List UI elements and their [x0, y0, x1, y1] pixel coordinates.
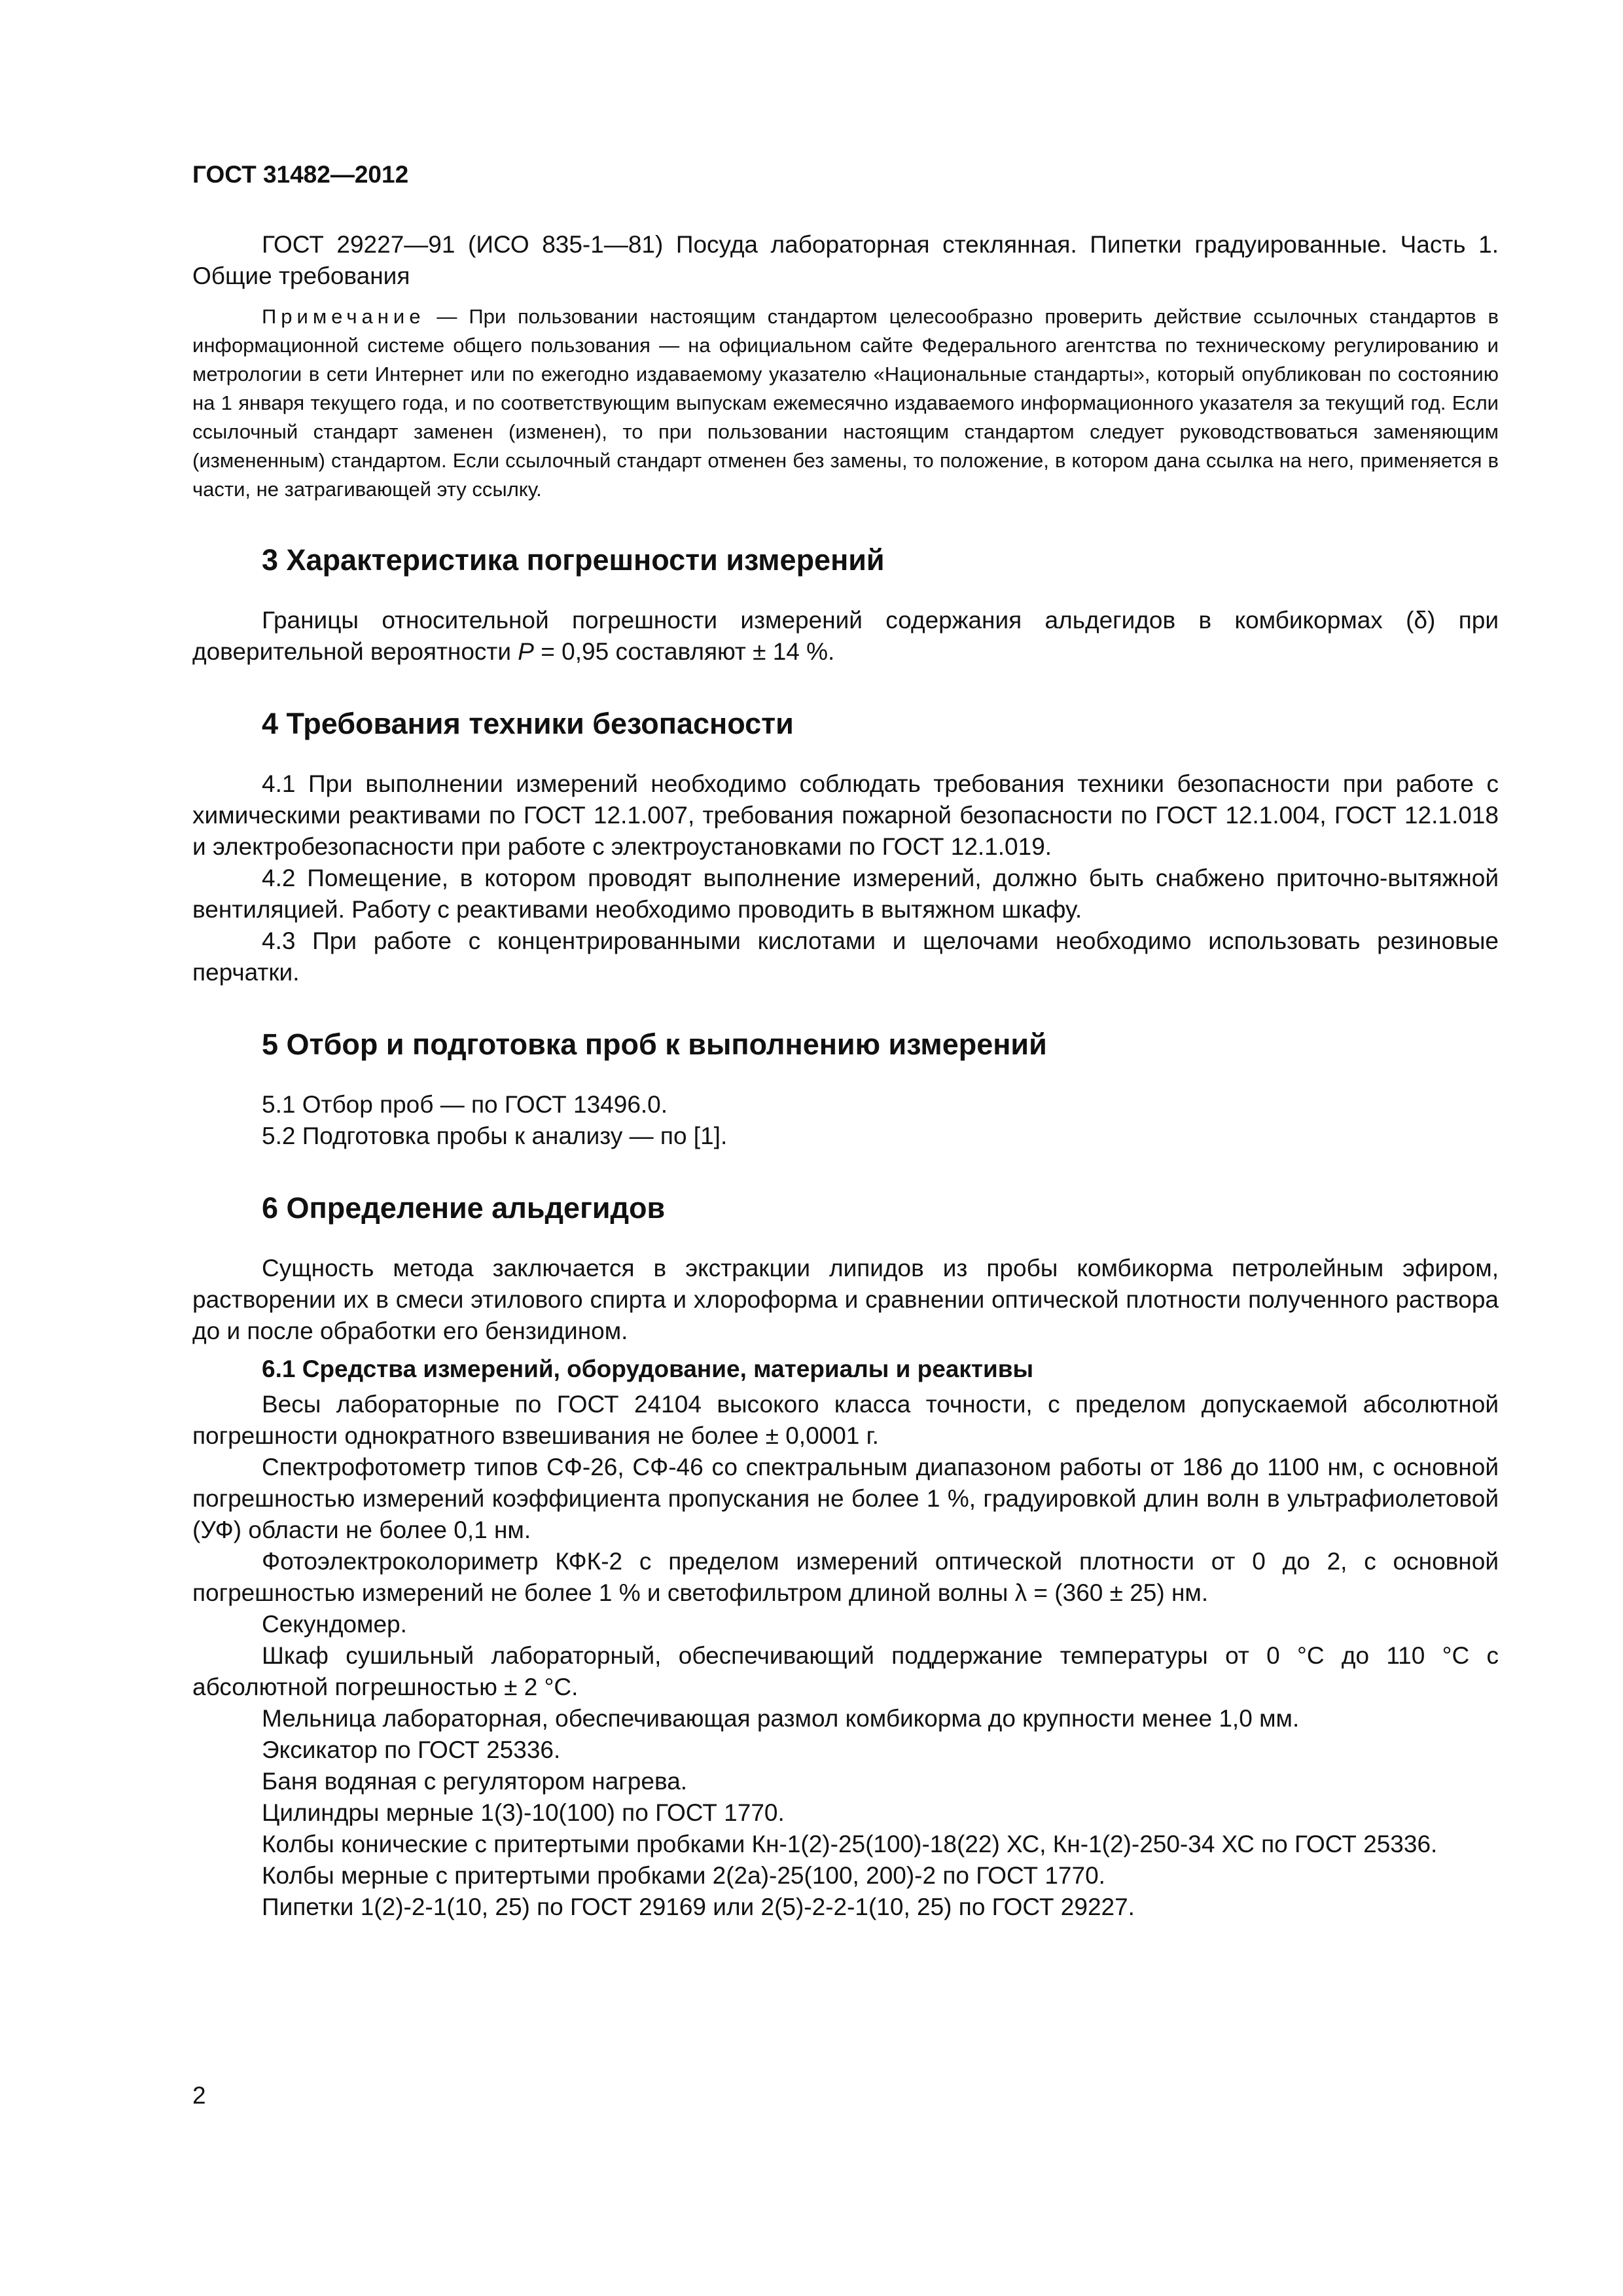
equipment-item: Пипетки 1(2)-2-1(10, 25) по ГОСТ 29169 или 2(5)-2-2-1(10, 25) по ГОСТ 29227.: [262, 1893, 1135, 1920]
section-3-text-end: = 0,95 составляют ± 14 %.: [533, 638, 835, 665]
note-text: — При пользовании настоящим стандартом целесообразно проверить действие ссылочных стандартов в информационной системе общего пользования — на официальном сайте Федерального агентства по техническому регулированию и метрологии в сети Интернет или по ежегодно издаваемому указателю «Национальные стандарты», который опубликован по состоянию на 1 января текущего года, и по соответствующим выпускам ежемесячно издаваемого информационного указателя за текущий год. Если ссылочный стандарт заменен (изменен), то при пользовании настоящим стандартом следует руководствоваться заменяющим (измененным) стандартом. Если ссылочный стандарт отменен без замены, то положение, в котором дана ссылка на него, применяется в части, не затрагивающей эту ссылку.: [192, 305, 1499, 501]
section-4-item: 4.2 Помещение, в котором проводят выполнение измерений, должно быть снабжено приточно-вытяжной вентиляцией. Работу с реактивами необходимо проводить в вытяжном шкафу.: [192, 865, 1499, 923]
section-5-item: 5.2 Подготовка пробы к анализу — по [1].: [262, 1122, 728, 1149]
equipment-item: Цилиндры мерные 1(3)-10(100) по ГОСТ 1770.: [262, 1799, 785, 1826]
section-4-item: 4.1 При выполнении измерений необходимо соблюдать требования техники безопасности при работе с химическими реактивами по ГОСТ 12.1.007, требования пожарной безопасности по ГОСТ 12.1.004, ГОСТ 12.1.018 и электробезопасности при работе с электроустановками по ГОСТ 12.1.019.: [192, 770, 1499, 860]
reference-gost-29227: ГОСТ 29227—91 (ИСО 835-1—81) Посуда лабораторная стеклянная. Пипетки градуированные. Часть 1. Общие требования: [192, 231, 1499, 289]
page-number: 2: [192, 2082, 206, 2109]
section-5-item: 5.1 Отбор проб — по ГОСТ 13496.0.: [262, 1091, 668, 1118]
document-code-header: ГОСТ 31482—2012: [192, 161, 409, 188]
page-content: [192, 229, 1499, 1923]
note-label: Примечание: [262, 305, 425, 328]
equipment-item: Баня водяная с регулятором нагрева.: [262, 1768, 688, 1795]
reference-note: [192, 302, 1499, 504]
section-3-variable: P: [518, 638, 534, 665]
equipment-item: Секундомер.: [262, 1611, 407, 1638]
subsection-6-1-heading: 6.1 Средства измерений, оборудование, материалы и реактивы: [262, 1355, 1034, 1382]
section-6-heading: 6 Определение альдегидов: [262, 1191, 666, 1225]
section-5-heading: 5 Отбор и подготовка проб к выполнению измерений: [262, 1028, 1047, 1061]
equipment-item: Шкаф сушильный лабораторный, обеспечивающий поддержание температуры от 0 °С до 110 °С с абсолютной погрешностью ± 2 °С.: [192, 1642, 1499, 1700]
section-4-heading: 4 Требования техники безопасности: [262, 707, 794, 740]
equipment-item: Спектрофотометр типов СФ-26, СФ-46 со спектральным диапазоном работы от 186 до 1100 нм, с основной погрешностью измерений коэффициента пропускания не более 1 %, градуировкой длин волн в ультрафиолетовой (УФ) области не более 0,1 нм.: [192, 1454, 1499, 1543]
equipment-item: Колбы мерные с притертыми пробками 2(2а)-25(100, 200)-2 по ГОСТ 1770.: [262, 1862, 1105, 1889]
equipment-item: Мельница лабораторная, обеспечивающая размол комбикорма до крупности менее 1,0 мм.: [262, 1705, 1300, 1732]
section-4-item: 4.3 При работе с концентрированными кислотами и щелочами необходимо использовать резиновые перчатки.: [192, 927, 1499, 986]
equipment-item: Фотоэлектроколориметр КФК-2 с пределом измерений оптической плотности от 0 до 2, с основной погрешностью измерений не более 1 % и светофильтром длиной волны λ = (360 ± 25) нм.: [192, 1548, 1499, 1606]
equipment-item: Колбы конические с притертыми пробками Кн-1(2)-25(100)-18(22) ХС, Кн-1(2)-250-34 ХС по ГОСТ 25336.: [262, 1831, 1438, 1857]
section-3-heading: 3 Характеристика погрешности измерений: [262, 543, 885, 577]
section-3-paragraph: [192, 605, 1499, 668]
equipment-item: Эксикатор по ГОСТ 25336.: [262, 1736, 561, 1763]
section-6-intro: Сущность метода заключается в экстракции липидов из пробы комбикорма петролейным эфиром, растворении их в смеси этилового спирта и хлороформа и сравнении оптической плотности полученного раствора до и после обработки его бензидином.: [192, 1255, 1499, 1344]
equipment-item: Весы лабораторные по ГОСТ 24104 высокого класса точности, с пределом допускаемой абсолютной погрешности однократного взвешивания не более ± 0,0001 г.: [192, 1391, 1499, 1449]
section-3-text-start: Границы относительной погрешности измерений содержания альдегидов в комбикормах (δ) при доверительной вероятности: [192, 607, 1499, 665]
